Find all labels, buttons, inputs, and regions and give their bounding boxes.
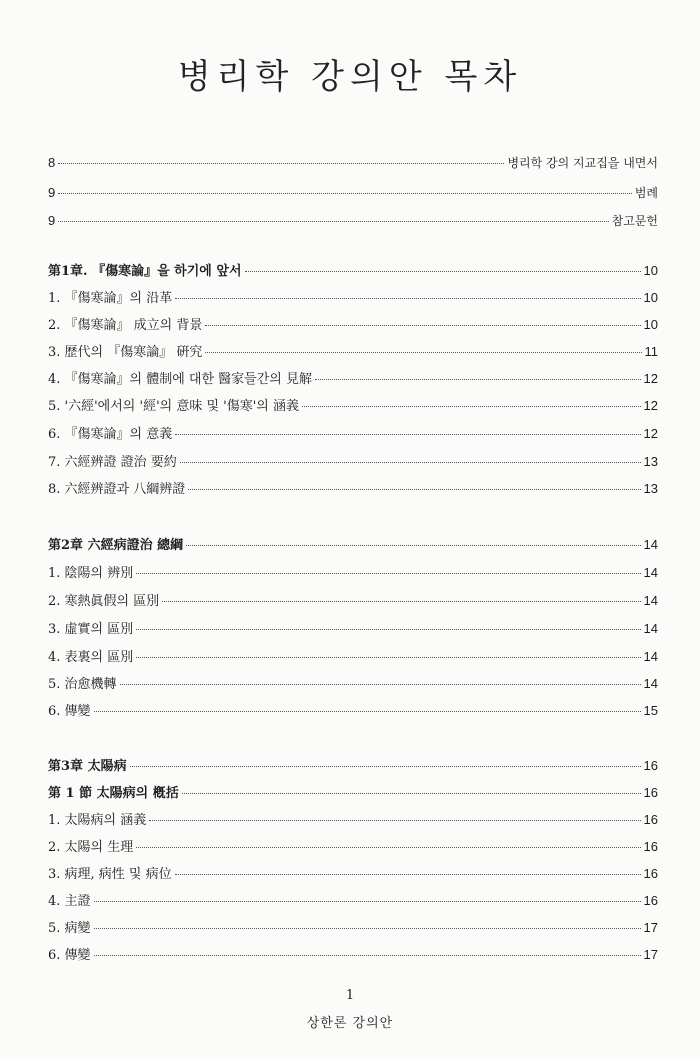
toc-item-label: 8. 六經辨證과 八綱辨證: [48, 482, 186, 497]
toc-item: [48, 341, 658, 363]
section-page: 16: [643, 785, 658, 800]
toc-item: [48, 618, 658, 640]
section-title: 第 1 節 太陽病의 槪括: [48, 786, 179, 801]
entry-page-number: 9: [48, 213, 56, 228]
toc-item-page: 13: [643, 481, 658, 496]
chapter-page: 10: [643, 263, 658, 278]
toc-item: [48, 944, 658, 966]
dot-leader: [136, 573, 640, 574]
toc-item-label: 5. '六經'에서의 '經'의 意味 및 '傷寒'의 涵義: [48, 399, 299, 414]
chapter-heading: [48, 260, 658, 282]
dot-leader: [120, 684, 641, 685]
toc-item-label: 3. 病理, 病性 및 病位: [48, 867, 172, 882]
dot-leader: [175, 434, 640, 435]
dot-leader: [205, 352, 641, 353]
dot-leader: [175, 874, 641, 875]
front-matter-entry: [48, 212, 658, 234]
dot-leader: [188, 489, 640, 490]
dot-leader: [58, 221, 608, 222]
toc-item-label: 1. 『傷寒論』의 沿革: [48, 291, 173, 306]
dot-leader: [136, 847, 640, 848]
chapter-page: 14: [643, 537, 658, 552]
toc-item: [48, 646, 658, 668]
toc-item-label: 5. 治愈機轉: [48, 677, 117, 692]
chapter-title: 第1章. 『傷寒論』을 하기에 앞서: [48, 264, 242, 279]
dot-leader: [136, 657, 640, 658]
toc-item-page: 10: [643, 290, 658, 305]
dot-leader: [162, 601, 640, 602]
dot-leader: [94, 901, 641, 902]
dot-leader: [315, 379, 641, 380]
toc-item-page: 17: [643, 920, 658, 935]
section-heading: [48, 782, 658, 804]
toc-item: [48, 917, 658, 939]
dot-leader: [186, 545, 640, 546]
toc-item: [48, 478, 658, 500]
toc-item-page: 12: [643, 371, 658, 386]
dot-leader: [94, 711, 641, 712]
toc-item-page: 15: [643, 703, 658, 718]
toc-item: [48, 287, 658, 309]
toc-item-label: 7. 六經辨證 證治 要約: [48, 455, 177, 470]
toc-item-label: 1. 太陽病의 涵義: [48, 813, 147, 828]
front-matter-entry: [48, 184, 658, 206]
toc-item-label: 3. 歷代의 『傷寒論』 硏究: [48, 345, 203, 360]
toc-item: [48, 836, 658, 858]
toc-item: [48, 423, 658, 445]
chapter-page: 16: [643, 758, 658, 773]
entry-title: 병리학 강의 지교집을 내면서: [507, 156, 658, 170]
toc-item-label: 3. 虛實의 區別: [48, 622, 134, 637]
dot-leader: [58, 163, 504, 164]
toc-item: [48, 863, 658, 885]
chapter-heading: [48, 534, 658, 556]
toc-item-page: 12: [643, 426, 658, 441]
entry-title: 범례: [634, 186, 658, 200]
toc-item: [48, 395, 658, 417]
toc-item-label: 4. 表裏의 區別: [48, 650, 134, 665]
toc-item: [48, 890, 658, 912]
toc-item-page: 17: [643, 947, 658, 962]
footer-book-title: 상한론 강의안: [306, 1016, 394, 1031]
chapter-title: 第3章 太陽病: [48, 759, 127, 774]
toc-item-page: 14: [643, 621, 658, 636]
toc-item-label: 2. 太陽의 生理: [48, 840, 134, 855]
toc-item-label: 1. 陰陽의 辨別: [48, 566, 134, 581]
toc-item-label: 2. 寒熱眞假의 區別: [48, 594, 160, 609]
dot-leader: [175, 298, 640, 299]
footer-page-number: 1: [345, 988, 355, 1003]
toc-item-page: 14: [643, 593, 658, 608]
toc-item-page: 14: [643, 565, 658, 580]
toc-item-label: 2. 『傷寒論』 成立의 背景: [48, 318, 203, 333]
toc-item: [48, 700, 658, 722]
toc-item-page: 11: [644, 344, 658, 359]
front-matter-entry: [48, 154, 658, 176]
toc-item-label: 5. 病變: [48, 921, 91, 936]
toc-item: [48, 562, 658, 584]
toc-item-page: 16: [643, 839, 658, 854]
toc-item: [48, 809, 658, 831]
dot-leader: [94, 928, 641, 929]
toc-item-page: 16: [643, 866, 658, 881]
toc-item-page: 16: [643, 893, 658, 908]
toc-item-label: 6. 『傷寒論』의 意義: [48, 427, 173, 442]
toc-item-page: 14: [643, 676, 658, 691]
chapter-title: 第2章 六經病證治 總綱: [48, 538, 184, 553]
toc-item-label: 6. 傳變: [48, 948, 91, 963]
toc-item-page: 16: [643, 812, 658, 827]
dot-leader: [180, 462, 641, 463]
page-title: 병리학 강의안 목차: [177, 56, 523, 97]
dot-leader: [182, 793, 641, 794]
toc-item-page: 12: [643, 398, 658, 413]
dot-leader: [149, 820, 640, 821]
entry-title: 참고문헌: [611, 214, 658, 228]
dot-leader: [94, 955, 641, 956]
dot-leader: [302, 406, 641, 407]
toc-item-page: 14: [643, 649, 658, 664]
dot-leader: [58, 193, 632, 194]
toc-item: [48, 368, 658, 390]
dot-leader: [245, 271, 641, 272]
dot-leader: [130, 766, 641, 767]
toc-item: [48, 314, 658, 336]
toc-item: [48, 673, 658, 695]
toc-item-label: 4. 『傷寒論』의 體制에 대한 醫家들간의 見解: [48, 372, 312, 387]
toc-item-label: 4. 主證: [48, 894, 91, 909]
dot-leader: [205, 325, 640, 326]
toc-item-label: 6. 傳變: [48, 704, 91, 719]
toc-item-page: 10: [643, 317, 658, 332]
chapter-heading: [48, 755, 658, 777]
entry-page-number: 8: [48, 155, 56, 170]
toc-item: [48, 590, 658, 612]
dot-leader: [136, 629, 640, 630]
toc-item-page: 13: [643, 454, 658, 469]
toc-item: [48, 451, 658, 473]
entry-page-number: 9: [48, 185, 56, 200]
